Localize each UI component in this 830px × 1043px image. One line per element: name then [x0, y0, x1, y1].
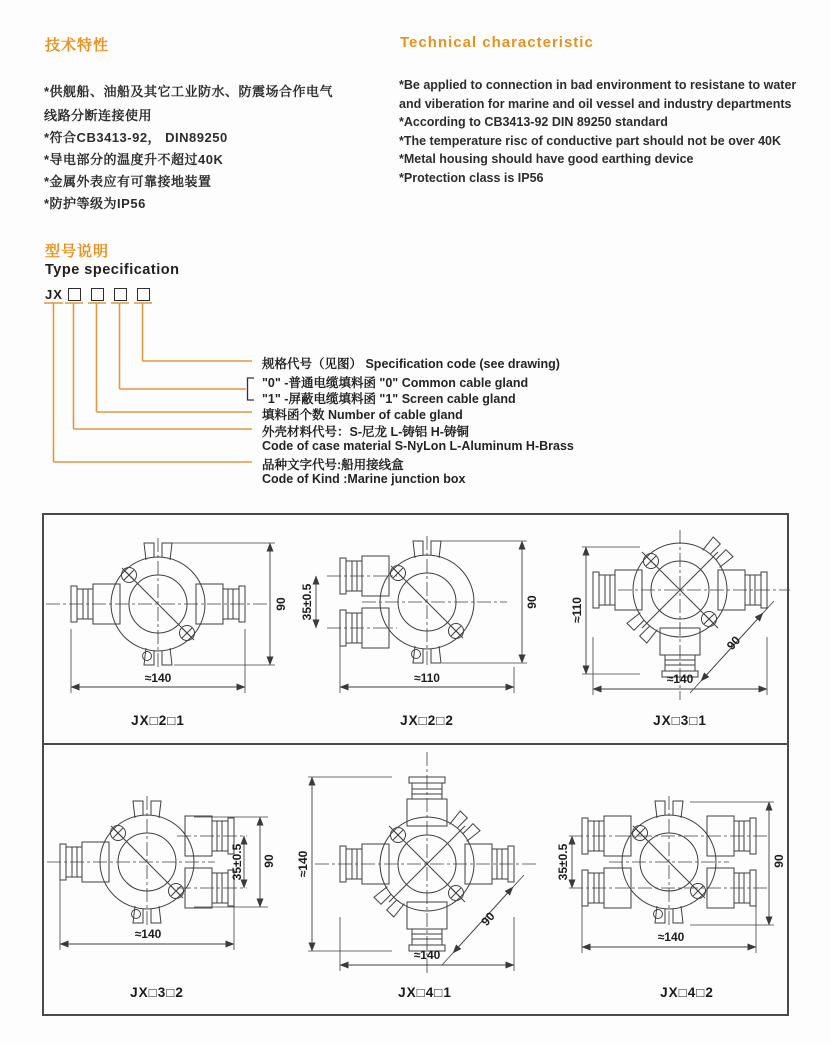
tech-bullet-en: *Metal housing should have good earthing device	[399, 152, 694, 166]
dim-label: 35±0.5	[230, 843, 244, 881]
tech-heading-en: Technical characteristic	[400, 34, 594, 51]
tech-bullet-en: *Be applied to connection in bad environment to resistane to water	[399, 78, 797, 92]
tech-bullet-en: and viberation for marine and oil vessel and industry departments	[399, 97, 792, 111]
drawings-panel	[42, 513, 789, 1016]
model-label: JX□2□2	[400, 713, 454, 728]
spec-code-line: "1" -屏蔽电缆填料函 "1" Screen cable gland	[262, 392, 516, 406]
dim-label: 90	[274, 597, 288, 611]
model-label: JX□4□2	[660, 985, 714, 1000]
spec-code-line: 外壳材料代号：S-尼龙 L-铸铝 H-铸铜	[262, 425, 469, 439]
tech-heading-zh: 技术特性	[45, 37, 110, 54]
dim-label: ≈140	[296, 850, 310, 878]
dim-label: ≈110	[414, 671, 440, 685]
dim-label: ≈140	[666, 672, 694, 686]
drawing-jx3-1	[540, 517, 790, 743]
type-code-prefix: JX	[45, 287, 63, 302]
tech-bullet-zh: *符合CB3413-92， DIN89250	[44, 130, 228, 145]
dim-label: 90	[723, 633, 744, 653]
spec-heading-en: Type specification	[45, 262, 180, 278]
tech-bullet-zh: *导电部分的温度升不超过40K	[44, 152, 224, 167]
dim-label: 90	[262, 854, 276, 868]
drawing-jx3-2	[44, 747, 292, 1015]
dim-label: ≈140	[413, 948, 441, 962]
dim-label: ≈140	[134, 927, 162, 941]
tech-bullet-en: *According to CB3413-92 DIN 89250 standard	[399, 115, 668, 129]
model-label: JX□3□2	[130, 985, 184, 1000]
junction-box-figure	[47, 796, 247, 928]
tech-bullet-en: *The temperature risc of conductive part should not be over 40K	[399, 134, 782, 148]
tech-bullet-zh: *供舰船、油船及其它工业防水、防震场合作电气	[44, 84, 334, 99]
model-label: JX□3□1	[653, 713, 707, 728]
model-label: JX□4□1	[398, 985, 452, 1000]
spec-heading-zh: 型号说明	[45, 243, 110, 260]
drawing-jx4-2	[540, 747, 790, 1015]
drawing-jx2-1	[44, 517, 292, 743]
tech-bullet-en: *Protection class is IP56	[399, 171, 544, 185]
bracket-glyph	[248, 378, 255, 400]
junction-box-figure	[315, 752, 539, 976]
spec-code-line: 规格代号（见图） Specification code (see drawing)	[262, 357, 560, 371]
drawing-jx4-1	[292, 747, 540, 1015]
tech-bullet-zh: 线路分断连接使用	[44, 108, 153, 123]
dim-label: 35±0.5	[556, 843, 570, 881]
junction-box-figure	[327, 536, 507, 668]
type-code-connector-lines	[40, 296, 265, 481]
spec-code-line: Code of Kind :Marine junction box	[262, 472, 466, 486]
dim-label: ≈140	[144, 671, 172, 685]
dim-label: ≈140	[657, 930, 685, 944]
dim-label: ≈110	[570, 597, 584, 623]
dim-label: 90	[525, 595, 539, 609]
spec-code-line: "0" -普通电缆填料函 "0" Common cable gland	[262, 376, 529, 390]
model-label: JX□2□1	[131, 713, 185, 728]
tech-bullet-zh: *金属外表应有可靠接地装置	[44, 174, 212, 189]
tech-bullet-zh: *防护等级为IP56	[44, 196, 146, 211]
junction-box-figure	[46, 538, 270, 670]
dim-label: 90	[478, 909, 498, 929]
dim-label: 35±0.5	[300, 583, 314, 621]
drawing-jx2-2	[292, 517, 540, 743]
panel-divider	[44, 743, 787, 745]
spec-code-line: 品种文字代号:船用接线盒	[262, 458, 404, 472]
spec-code-line: Code of case material S-NyLon L-Aluminum H-Brass	[262, 439, 574, 453]
dim-label: 90	[772, 854, 786, 868]
spec-code-line: 填料函个数 Number of cable gland	[262, 408, 463, 422]
junction-box-figure	[569, 796, 769, 928]
